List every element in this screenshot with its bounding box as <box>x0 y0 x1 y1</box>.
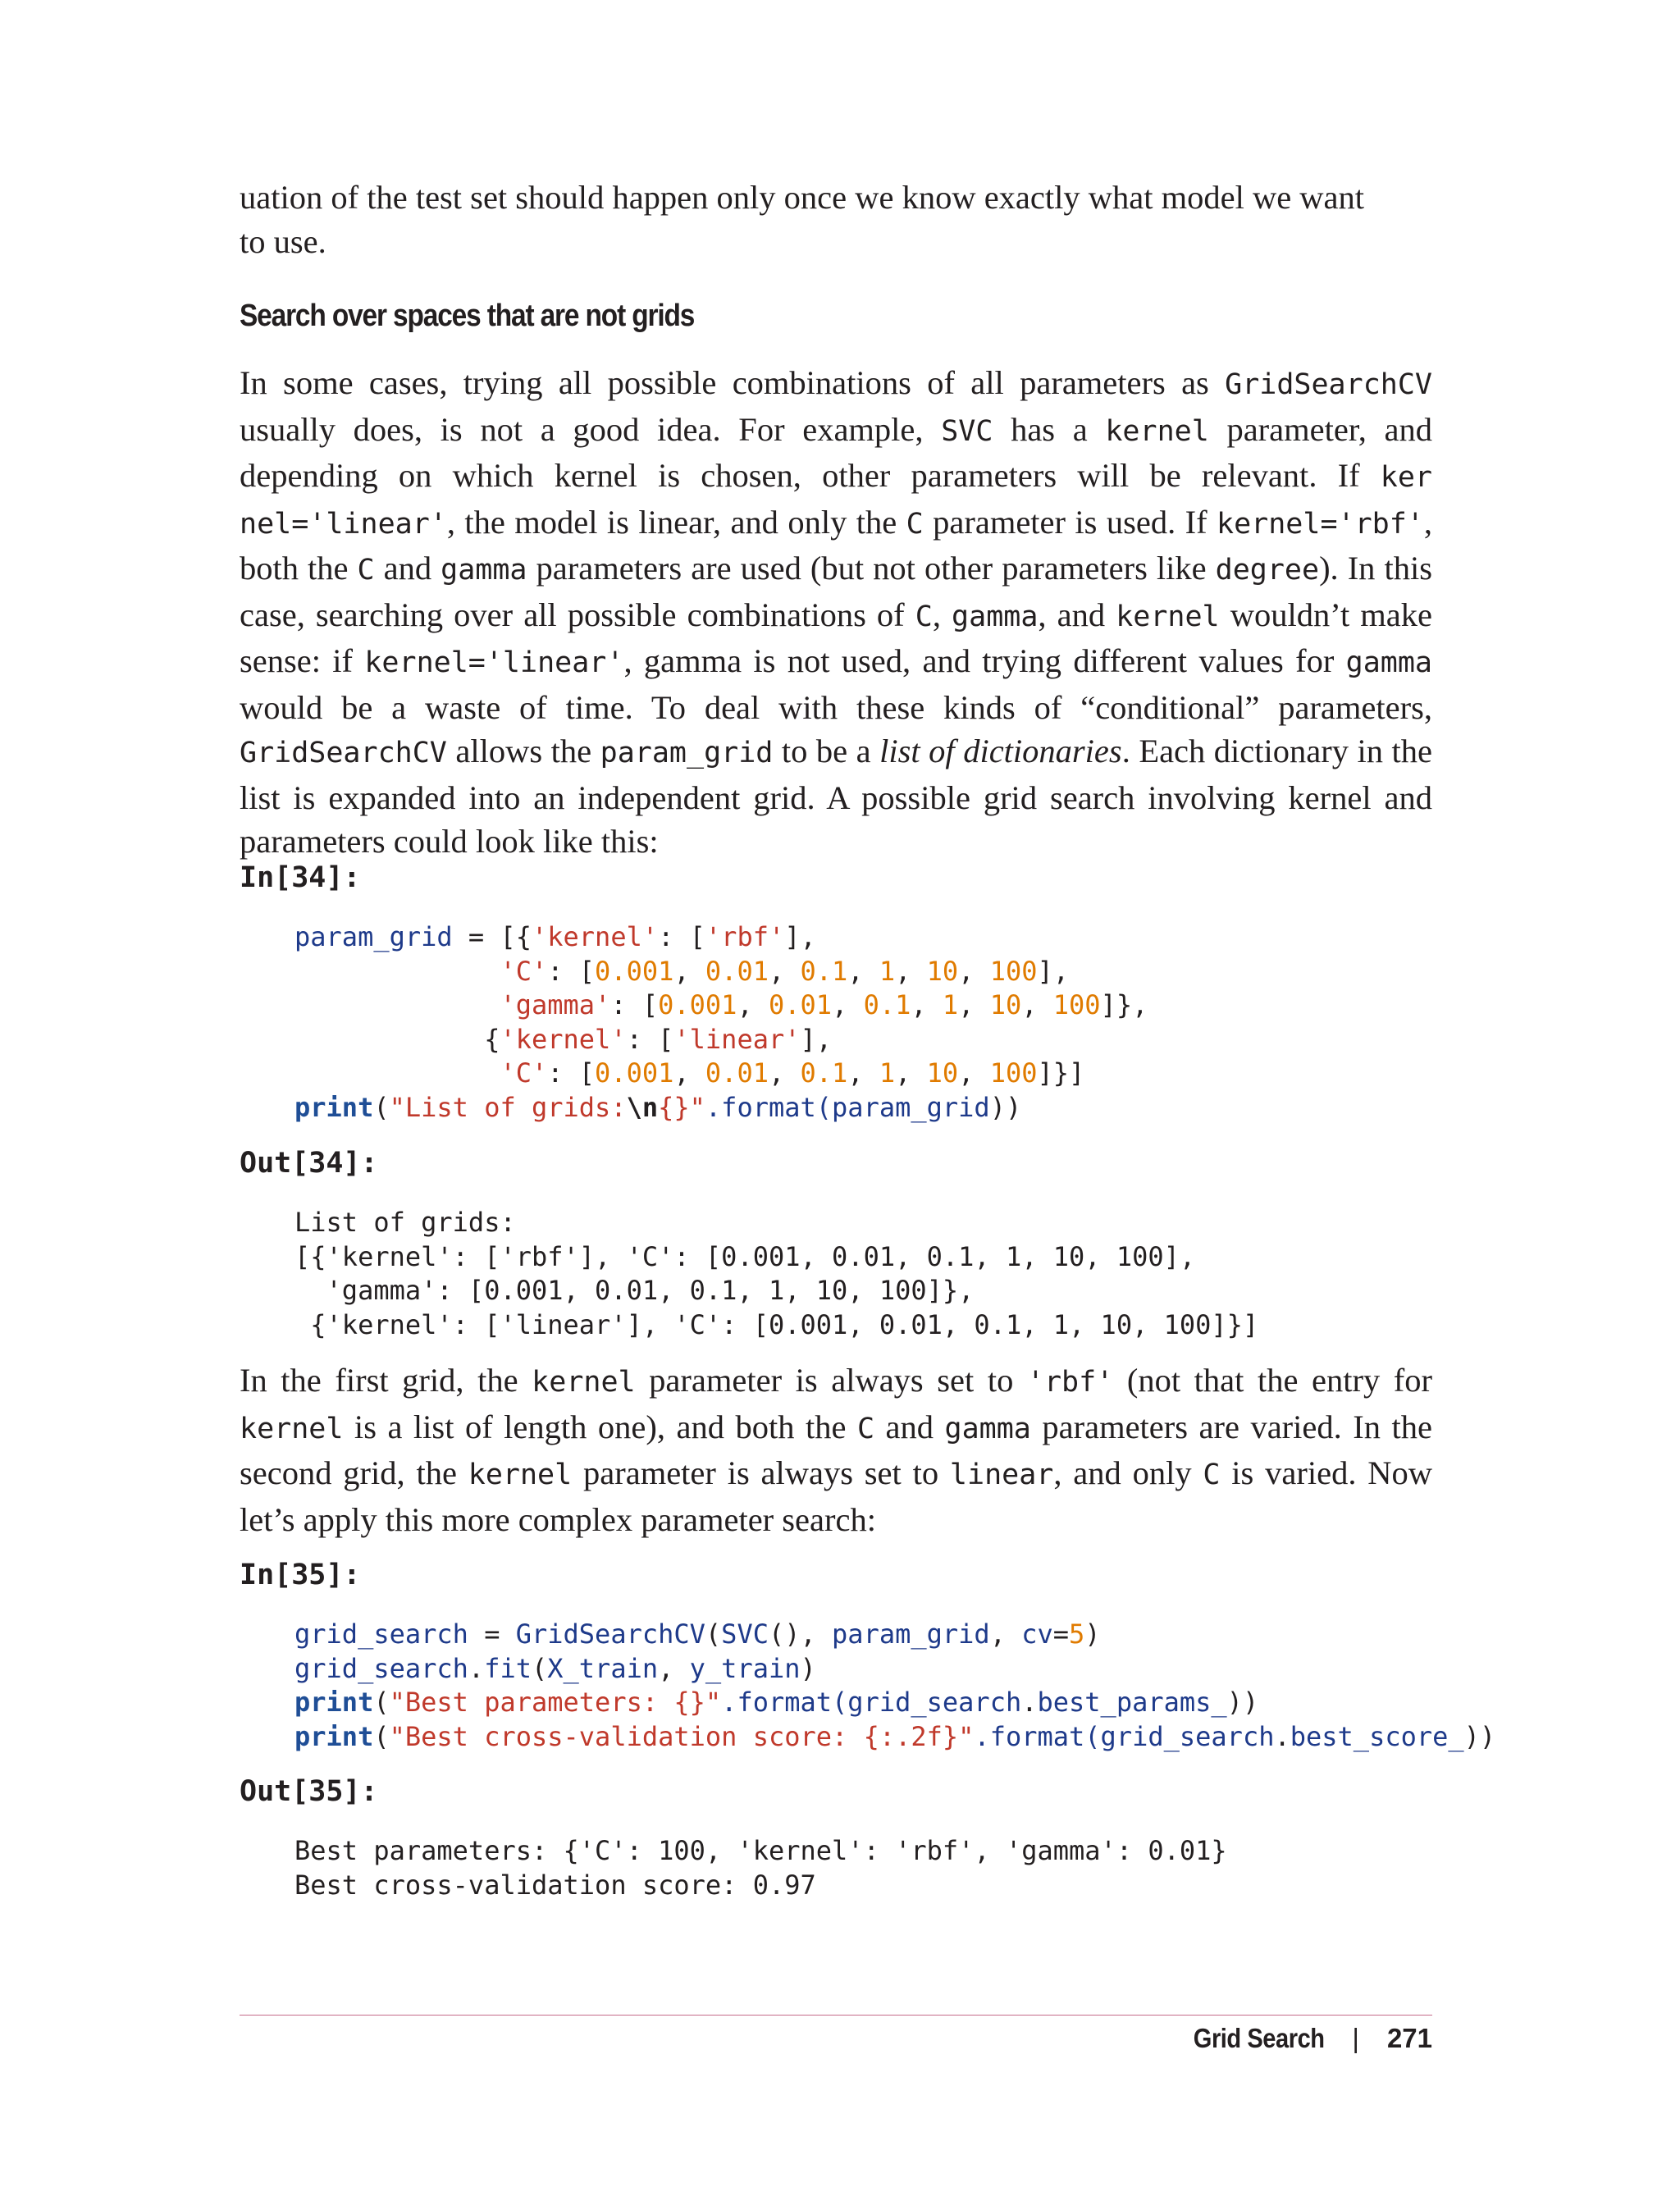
paragraph-conditional-params <box>240 361 1432 864</box>
text: , <box>932 596 952 633</box>
code-token: : [ <box>547 1057 596 1089</box>
code-token: print <box>294 1687 374 1718</box>
code-token: (), <box>768 1618 833 1650</box>
cell-label-out35: Out[35]: <box>240 1775 378 1808</box>
intro-line-1: uation of the test set should happen only once we know exactly what model we want <box>240 179 1365 216</box>
inline-code: SVC <box>941 414 993 448</box>
emphasis: list of dictionaries <box>879 733 1122 769</box>
text: wouldn’t make sense: if <box>240 596 1433 679</box>
inline-code: C <box>357 554 375 587</box>
code-token: ], <box>784 921 816 952</box>
code-token: ) <box>800 1652 816 1684</box>
code-token: 0.001 <box>658 989 737 1020</box>
text: usually does, is not a good idea. For example, <box>240 410 942 448</box>
inline-code: ker nel='linear' <box>240 461 1432 541</box>
code-token: 100 <box>989 1057 1038 1089</box>
inline-code: degree <box>1215 554 1320 587</box>
text: , both the <box>240 503 1433 587</box>
inline-code: C <box>906 507 924 541</box>
code-token: 10 <box>989 989 1022 1020</box>
code-token: 'rbf' <box>705 921 785 952</box>
code-token: )) <box>1226 1687 1259 1718</box>
code-token: param_grid <box>294 921 453 952</box>
code-token: X_train <box>547 1652 659 1684</box>
code-token: 10 <box>926 1057 959 1089</box>
output-block-out35[interactable] <box>294 1834 1227 1902</box>
inline-code: gamma <box>441 554 527 587</box>
code-token: print <box>294 1091 374 1123</box>
code-token: , <box>658 1652 690 1684</box>
text: . Each dictionary in the list is expanded into an independent grid. A possible grid search involving kernel and parameters could look like this: <box>240 733 1432 860</box>
code-token: . <box>1021 1687 1038 1718</box>
code-token: 1 <box>879 955 896 987</box>
inline-code: gamma <box>1345 646 1432 679</box>
text: parameter, and depending on which kernel is chosen, other parameters will be relevant. If <box>240 410 1432 494</box>
code-token: "Best cross-validation score: {:.2f}" <box>389 1720 975 1752</box>
inline-code: kernel <box>1116 600 1220 633</box>
code-token: 1 <box>942 989 959 1020</box>
code-token: cv <box>1021 1618 1053 1650</box>
text: parameter is always set to <box>572 1454 950 1491</box>
code-token: ( <box>373 1720 390 1752</box>
output-line: Best cross-validation score: 0.97 <box>294 1869 816 1901</box>
inline-code: param_grid <box>600 737 774 769</box>
code-token: 0.001 <box>595 955 674 987</box>
text: allows the <box>446 733 600 769</box>
cell-label-in34: In[34]: <box>240 861 361 894</box>
code-token: 'gamma' <box>500 989 611 1020</box>
inline-code: kernel <box>532 1366 636 1399</box>
code-token: fit <box>484 1652 532 1684</box>
code-token: { <box>484 1023 500 1055</box>
code-token: 'linear' <box>673 1023 801 1055</box>
code-token: .format( <box>705 1091 833 1123</box>
code-token: 0.01 <box>705 1057 769 1089</box>
code-token: 0.001 <box>595 1057 674 1089</box>
page-number: 271 <box>1386 2023 1432 2053</box>
text: would be a waste of time. To deal with these kinds of “conditional” parameters, <box>240 688 1432 726</box>
code-token: )) <box>1463 1720 1496 1752</box>
cell-label-in35: In[35]: <box>240 1559 361 1591</box>
code-token: GridSearchCV <box>515 1618 705 1650</box>
inline-code: C <box>856 1412 875 1445</box>
code-token: = <box>1052 1618 1070 1650</box>
code-block-in34[interactable]: param_grid = [{'kernel': ['rbf'], 'C': [0.001, 0.01, 0.1, 1, 10, 100], 'gamma': [0.001, 0.01, 0.1, 1, 10, 100]}, {'kernel': ['linear'], 'C': [0.001, 0.01, 0.1, 1, 10, 100]}] print("List of grids:\n{}".format(param_grid)) <box>294 921 1148 1123</box>
code-token: ( <box>373 1687 390 1718</box>
code-token: 'C' <box>500 1057 548 1089</box>
inline-code: gamma <box>952 600 1039 633</box>
code-token: )) <box>989 1091 1022 1123</box>
text: parameters are varied. In the second grid, the <box>240 1408 1432 1491</box>
code-token: . <box>468 1652 485 1684</box>
inline-code: kernel <box>468 1459 573 1491</box>
paragraph-grid-explanation <box>240 1358 1432 1541</box>
inline-code: C <box>915 600 933 633</box>
text: parameter is used. If <box>923 503 1217 541</box>
footer-divider <box>240 2015 1432 2016</box>
code-token: y_train <box>689 1652 801 1684</box>
inline-code: kernel <box>1105 414 1209 448</box>
output-block-out34[interactable] <box>294 1206 1258 1342</box>
text: and <box>874 1408 945 1445</box>
code-token: print <box>294 1720 374 1752</box>
text: (not that the entry for <box>1113 1362 1433 1399</box>
code-token: \n <box>626 1091 659 1123</box>
section-heading: Search over spaces that are not grids <box>240 299 695 333</box>
code-token: best_score_ <box>1290 1720 1464 1752</box>
code-token: = <box>468 1618 516 1650</box>
code-token: 'kernel' <box>531 921 659 952</box>
code-token: 0.1 <box>800 955 848 987</box>
code-token: : [ <box>626 1023 674 1055</box>
inline-code: kernel='linear' <box>364 646 624 679</box>
text: , and <box>1038 596 1116 633</box>
code-token: 0.01 <box>768 989 833 1020</box>
inline-code: C <box>1203 1459 1221 1491</box>
footer-separator: | <box>1352 2023 1359 2053</box>
inline-code: 'rbf' <box>1026 1366 1114 1399</box>
code-token: ( <box>373 1091 390 1123</box>
text: is varied. Now let’s apply this more complex parameter search: <box>240 1454 1432 1538</box>
cell-label-out34: Out[34]: <box>240 1147 378 1180</box>
text: ). In this case, searching over all possible combinations of <box>240 550 1432 633</box>
output-line: Best parameters: {'C': 100, 'kernel': 'rbf', 'gamma': 0.01} <box>294 1835 1227 1866</box>
intro-line-2: to use. <box>240 222 326 260</box>
code-token: ]}] <box>1037 1057 1085 1089</box>
code-token: = [{ <box>452 921 532 952</box>
code-token: 0.1 <box>800 1057 848 1089</box>
text: In the first grid, the <box>240 1362 532 1399</box>
code-token: : [ <box>547 955 596 987</box>
code-token: ]}, <box>1100 989 1148 1020</box>
code-token: 'kernel' <box>500 1023 627 1055</box>
output-line: List of grids: <box>294 1207 516 1238</box>
code-token: grid_search <box>1100 1720 1275 1752</box>
code-token: 1 <box>879 1057 896 1089</box>
output-line: {'kernel': ['linear'], 'C': [0.001, 0.01, 0.1, 1, 10, 100]}] <box>294 1308 1259 1340</box>
code-token: "Best parameters: {}" <box>389 1687 722 1718</box>
output-line: 'gamma': [0.001, 0.01, 0.1, 1, 10, 100]}, <box>294 1275 975 1306</box>
code-token: ], <box>1037 955 1070 987</box>
text: In some cases, trying all possible combinations of all parameters as <box>240 364 1226 401</box>
code-token: 0.1 <box>863 989 911 1020</box>
code-token: SVC <box>721 1618 769 1650</box>
inline-code: gamma <box>944 1412 1031 1445</box>
code-token: 100 <box>989 955 1038 987</box>
code-token: . <box>1274 1720 1290 1752</box>
code-token: ( <box>531 1652 548 1684</box>
code-token: : [ <box>610 989 659 1020</box>
code-token: : [ <box>658 921 705 952</box>
code-token: .format( <box>721 1687 848 1718</box>
page-footer <box>1176 2023 1432 2054</box>
inline-code: kernel <box>240 1412 344 1445</box>
code-token: grid_search <box>294 1618 468 1650</box>
code-token: best_params_ <box>1037 1687 1227 1718</box>
inline-code: GridSearchCV <box>1225 368 1432 401</box>
code-token: param_grid <box>832 1091 990 1123</box>
code-token: 0.01 <box>705 955 769 987</box>
code-token: ( <box>705 1618 722 1650</box>
code-token: 5 <box>1069 1618 1085 1650</box>
code-token: 10 <box>926 955 959 987</box>
text: parameter is always set to <box>635 1362 1027 1399</box>
text: parameters are used (but not other parameters like <box>527 550 1216 587</box>
output-line: [{'kernel': ['rbf'], 'C': [0.001, 0.01, 0.1, 1, 10, 100], <box>294 1240 1196 1272</box>
code-token: 'C' <box>500 955 548 987</box>
code-block-in35[interactable] <box>294 1618 1495 1754</box>
text: , the model is linear, and only the <box>446 503 906 541</box>
text: to be a <box>773 733 880 769</box>
code-token: ) <box>1084 1618 1101 1650</box>
text: , gamma is not used, and trying different values for <box>623 642 1346 679</box>
intro-paragraph <box>240 176 1432 263</box>
code-token: "List of grids: <box>389 1091 627 1123</box>
text: and <box>374 550 441 587</box>
code-token: grid_search <box>847 1687 1022 1718</box>
code-token: , <box>989 1618 1022 1650</box>
code-token: .format( <box>974 1720 1101 1752</box>
inline-code: GridSearchCV <box>240 737 447 769</box>
code-token: {}" <box>658 1091 705 1123</box>
text: has a <box>993 410 1106 448</box>
text: , and only <box>1053 1454 1203 1491</box>
footer-section-title: Grid Search <box>1193 2023 1325 2053</box>
code-token: grid_search <box>294 1652 468 1684</box>
inline-code: kernel='rbf' <box>1217 507 1424 541</box>
code-token: 100 <box>1052 989 1101 1020</box>
inline-code: linear <box>949 1459 1054 1491</box>
text: is a list of length one), and both the <box>343 1408 857 1445</box>
code-token: ], <box>800 1023 833 1055</box>
code-token: param_grid <box>832 1618 990 1650</box>
